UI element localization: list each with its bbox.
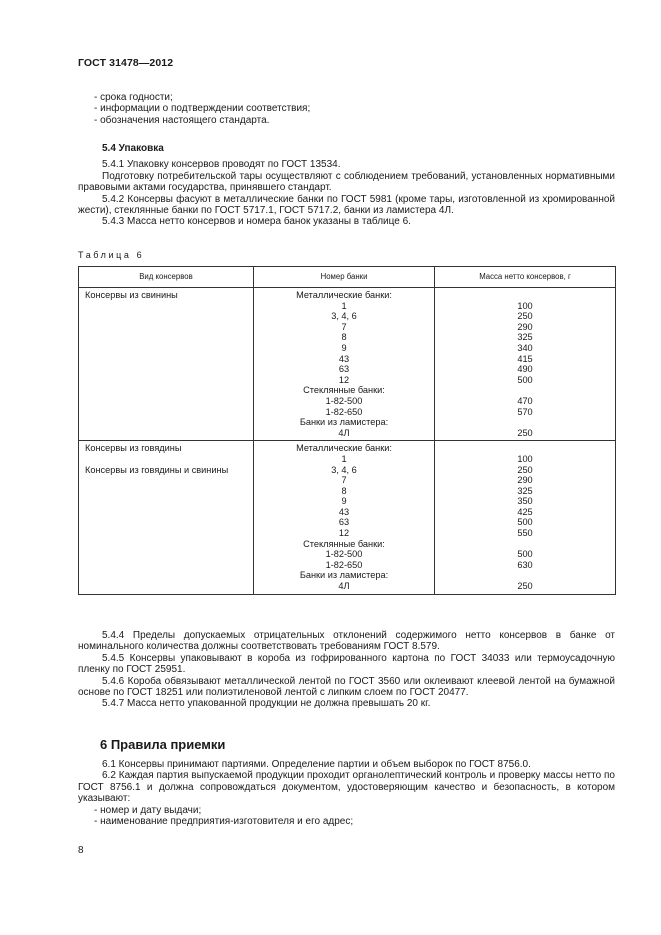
cell-line: 470 <box>517 395 533 406</box>
section-5-4-continued <box>78 630 615 710</box>
cell-line: 500 <box>517 374 533 385</box>
cell-line: 630 <box>517 559 533 570</box>
cell-line: 9 <box>341 496 347 507</box>
cell-line: 570 <box>517 406 533 417</box>
list-item: - номер и дату выдачи; <box>94 804 202 816</box>
paragraph: 6.2 Каждая партия выпускаемой продукции проходит органолептический контроль и проверку массы нетто по ГОСТ 8756.1 и должна сопровождаться документом, удостоверяющим качество и безопасность, в котором указывают: <box>78 770 615 805</box>
cell-line: Металлические банки: <box>296 290 392 300</box>
cell-line: 290 <box>517 475 533 486</box>
cell-line: Металлические банки: <box>296 443 392 454</box>
paragraph: 5.4.6 Короба обвязывают металлической лентой по ГОСТ 3560 или оклеивают клеевой лентой на бумажной основе по ГОСТ 18251 или полиэтиленовой лентой с липким слоем по ГОСТ 20477. <box>78 675 615 699</box>
cell-line: 7 <box>341 475 347 486</box>
cell-line <box>435 417 615 428</box>
can-number-cell <box>254 441 435 594</box>
cell-line: 550 <box>517 528 533 539</box>
cell-line: 1-82-650 <box>325 559 363 570</box>
paragraph: 5.4.5 Консервы упаковывают в короба из гофрированного картона по ГОСТ 34033 или термоусадочную пленку по ГОСТ 25951. <box>78 652 615 676</box>
table-header-row <box>79 267 616 288</box>
intro-list <box>78 92 615 126</box>
cell-line: 250 <box>517 581 533 592</box>
cell-line: 100 <box>517 453 533 464</box>
column-header: Номер банки <box>254 267 435 288</box>
paragraph: 6.1 Консервы принимают партиями. Определение партии и объем выборок по ГОСТ 8756.0. <box>102 759 531 770</box>
cell-line: Консервы из говядины <box>85 443 182 454</box>
cell-line: 8 <box>341 485 347 496</box>
cell-line: 1 <box>341 453 347 464</box>
preserve-type-cell <box>79 441 254 594</box>
section-5-4 <box>78 143 615 228</box>
cell-line <box>435 290 615 301</box>
paragraph: 5.4.3 Масса нетто консервов и номера банок указаны в таблице 6. <box>102 216 411 228</box>
cell-line: 250 <box>517 427 533 438</box>
cell-line <box>435 385 615 396</box>
cell-line: Консервы из говядины и свинины <box>85 464 229 475</box>
list-item: - информации о подтверждении соответствия; <box>94 103 311 115</box>
cell-line: Стеклянные банки: <box>303 385 385 396</box>
cell-line: 490 <box>517 364 533 375</box>
list-item: - наименование предприятия-изготовителя и его адрес; <box>94 816 354 828</box>
section-heading: 5.4 Упаковка <box>102 143 164 154</box>
table-6 <box>78 266 616 595</box>
cell-line: 3, 4, 6 <box>331 464 357 475</box>
cell-line: 415 <box>517 353 533 364</box>
cell-line: 1-82-650 <box>325 406 363 417</box>
cell-line: 340 <box>517 342 533 353</box>
cell-line: 500 <box>517 517 533 528</box>
table-row <box>79 288 616 441</box>
paragraph: 5.4.7 Масса нетто упакованной продукции не должна превышать 20 кг. <box>102 698 431 710</box>
cell-line: 8 <box>341 332 347 343</box>
cell-line <box>435 443 615 454</box>
cell-line <box>435 570 615 581</box>
cell-line: Стеклянные банки: <box>303 538 385 549</box>
cell-line: 425 <box>517 506 533 517</box>
document-header: ГОСТ 31478—2012 <box>78 57 174 69</box>
cell-line: 500 <box>517 549 533 560</box>
cell-line <box>79 454 253 465</box>
preserve-type-cell <box>79 288 254 441</box>
cell-line: 1-82-500 <box>325 549 363 560</box>
page-number: 8 <box>78 845 84 856</box>
cell-line: 7 <box>341 321 347 332</box>
can-number-cell <box>254 288 435 441</box>
cell-line: 290 <box>517 321 533 332</box>
cell-line: 43 <box>338 353 350 364</box>
cell-line: 250 <box>517 311 533 322</box>
list-item: - срока годности; <box>94 92 173 103</box>
net-mass-cell <box>435 441 616 594</box>
cell-line: Консервы из свинины <box>85 290 178 300</box>
cell-line: 4Л <box>338 581 350 592</box>
cell-line <box>435 539 615 550</box>
cell-line: 9 <box>341 342 347 353</box>
section-6 <box>78 737 615 827</box>
paragraph: 5.4.4 Пределы допускаемых отрицательных отклонений содержимого нетто консервов в банке от номинального количества должны соответствовать требованиям ГОСТ 8.579. <box>78 630 615 653</box>
cell-line: 1 <box>341 300 347 311</box>
cell-line: 63 <box>338 364 350 375</box>
paragraph: 5.4.1 Упаковку консервов проводят по ГОСТ 13534. <box>102 159 341 171</box>
cell-line: 100 <box>517 300 533 311</box>
cell-line: 3, 4, 6 <box>331 311 357 322</box>
table-row <box>79 441 616 594</box>
section-heading: 6 Правила приемки <box>100 737 226 752</box>
cell-line: 325 <box>517 332 533 343</box>
cell-line: 250 <box>517 464 533 475</box>
cell-line: 350 <box>517 496 533 507</box>
paragraph: Подготовку потребительской тары осуществляют с соблюдением требований, установленных нормативными правовыми актами государства, принявшего стандарт. <box>78 170 615 194</box>
cell-line: 12 <box>338 374 350 385</box>
cell-line: 325 <box>517 485 533 496</box>
cell-line: Банки из ламистера: <box>299 417 389 428</box>
cell-line: 4Л <box>338 427 350 438</box>
cell-line: 12 <box>338 528 350 539</box>
column-header: Масса нетто консервов, г <box>435 267 616 288</box>
cell-line: Банки из ламистера: <box>299 570 389 581</box>
column-header: Вид консервов <box>79 267 254 288</box>
net-mass-cell <box>435 288 616 441</box>
list-item: - обозначения настоящего стандарта. <box>94 114 270 126</box>
cell-line: 63 <box>338 517 350 528</box>
paragraph: 5.4.2 Консервы фасуют в металлические банки по ГОСТ 5981 (кроме тары, изготовленной из хромированной жести), стеклянные банки по ГОСТ 5717.1, ГОСТ 5717.2, банки из ламистера 4Л. <box>78 193 615 217</box>
cell-line: 1-82-500 <box>325 395 363 406</box>
table-caption: Таблица 6 <box>78 250 145 260</box>
cell-line: 43 <box>338 506 350 517</box>
